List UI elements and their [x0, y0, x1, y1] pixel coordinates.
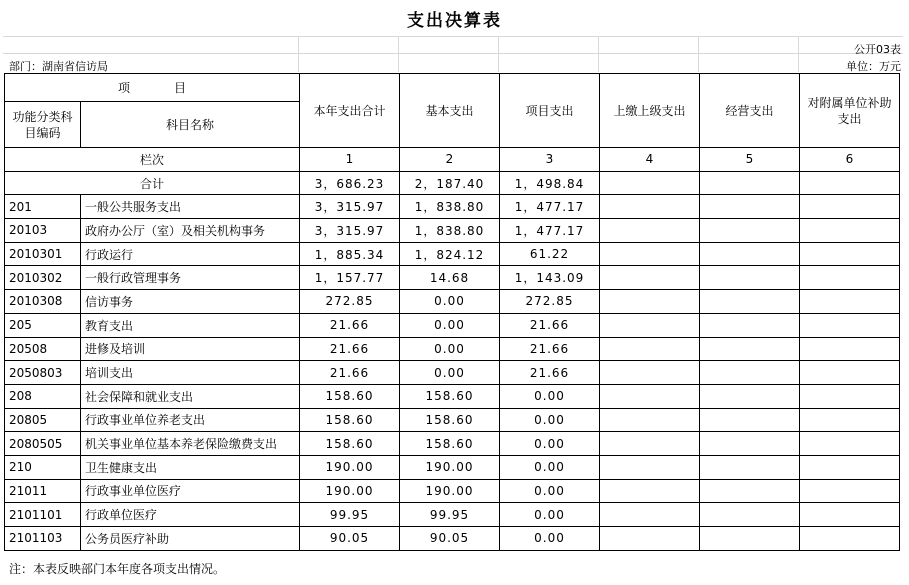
amount-cell: 1，477.17 — [500, 219, 600, 243]
total-value: 3，686.23 — [300, 171, 400, 195]
amount-cell: 158.60 — [400, 384, 500, 408]
amount-cell: 21.66 — [500, 313, 600, 337]
amount-cell — [600, 219, 700, 243]
amount-cell — [600, 266, 700, 290]
amount-cell: 0.00 — [500, 503, 600, 527]
subject-code: 2010302 — [5, 266, 81, 290]
amount-cell — [700, 242, 800, 266]
amount-cell: 0.00 — [500, 408, 600, 432]
subject-name: 一般公共服务支出 — [81, 195, 300, 219]
amount-cell — [600, 290, 700, 314]
total-row — [5, 171, 900, 195]
table-row — [5, 290, 900, 314]
amount-cell: 1，824.12 — [400, 242, 500, 266]
subject-code: 2010308 — [5, 290, 81, 314]
amount-cell — [800, 337, 900, 361]
subject-code: 20805 — [5, 408, 81, 432]
amount-cell — [800, 219, 900, 243]
subject-name: 信访事务 — [81, 290, 300, 314]
subject-name: 行政运行 — [81, 242, 300, 266]
amount-cell — [600, 479, 700, 503]
amount-cell: 21.66 — [300, 337, 400, 361]
table-row — [5, 408, 900, 432]
amount-cell — [800, 479, 900, 503]
amount-cell: 1，477.17 — [500, 195, 600, 219]
amount-cell — [800, 266, 900, 290]
amount-cell: 1，143.09 — [500, 266, 600, 290]
subject-code: 210 — [5, 455, 81, 479]
amount-cell — [600, 432, 700, 456]
amount-cell: 3，315.97 — [300, 195, 400, 219]
table-row — [5, 313, 900, 337]
subject-code: 21011 — [5, 479, 81, 503]
table-row — [5, 361, 900, 385]
table-row — [5, 432, 900, 456]
amount-cell — [800, 384, 900, 408]
department-label: 部门：湖南省信访局 — [9, 60, 108, 73]
amount-cell — [800, 432, 900, 456]
subject-code: 2080505 — [5, 432, 81, 456]
table-row — [5, 195, 900, 219]
amount-cell: 21.66 — [500, 337, 600, 361]
subject-name: 社会保障和就业支出 — [81, 384, 300, 408]
header-col-total: 本年支出合计 — [300, 74, 400, 148]
subject-code: 2101103 — [5, 527, 81, 551]
amount-cell: 158.60 — [400, 432, 500, 456]
total-value — [600, 171, 700, 195]
amount-cell: 158.60 — [300, 432, 400, 456]
amount-cell: 1，157.77 — [300, 266, 400, 290]
amount-cell — [600, 195, 700, 219]
expenditure-table — [4, 73, 900, 551]
amount-cell — [700, 503, 800, 527]
amount-cell — [700, 479, 800, 503]
amount-cell: 99.95 — [300, 503, 400, 527]
amount-cell — [700, 384, 800, 408]
subject-name: 进修及培训 — [81, 337, 300, 361]
subject-code: 201 — [5, 195, 81, 219]
total-value: 2，187.40 — [400, 171, 500, 195]
amount-cell — [600, 455, 700, 479]
amount-cell — [600, 337, 700, 361]
amount-cell: 3，315.97 — [300, 219, 400, 243]
amount-cell: 272.85 — [500, 290, 600, 314]
unit-label: 单位：万元 — [846, 60, 901, 73]
amount-cell — [800, 242, 900, 266]
amount-cell — [700, 527, 800, 551]
amount-cell: 0.00 — [400, 313, 500, 337]
col-number: 5 — [700, 148, 800, 172]
table-row — [5, 219, 900, 243]
amount-cell: 99.95 — [400, 503, 500, 527]
amount-cell — [600, 503, 700, 527]
col-number: 2 — [400, 148, 500, 172]
amount-cell: 158.60 — [300, 408, 400, 432]
amount-cell — [800, 408, 900, 432]
table-row — [5, 337, 900, 361]
table-row — [5, 479, 900, 503]
header-col-basic: 基本支出 — [400, 74, 500, 148]
amount-cell — [600, 242, 700, 266]
amount-cell — [700, 432, 800, 456]
subject-name: 一般行政管理事务 — [81, 266, 300, 290]
amount-cell — [700, 290, 800, 314]
amount-cell: 0.00 — [400, 361, 500, 385]
total-value — [800, 171, 900, 195]
amount-cell — [800, 503, 900, 527]
amount-cell: 21.66 — [300, 361, 400, 385]
amount-cell — [800, 527, 900, 551]
subject-code: 208 — [5, 384, 81, 408]
amount-cell — [800, 195, 900, 219]
page-title: 支出决算表 — [407, 11, 502, 31]
total-value — [700, 171, 800, 195]
header-project: 项 目 — [5, 74, 300, 102]
header-col-upper: 上缴上级支出 — [600, 74, 700, 148]
subject-code: 20103 — [5, 219, 81, 243]
amount-cell — [600, 408, 700, 432]
amount-cell — [800, 361, 900, 385]
header-func-code: 功能分类科目编码 — [5, 102, 81, 148]
amount-cell: 0.00 — [500, 455, 600, 479]
footnote: 注：本表反映部门本年度各项支出情况。 — [9, 562, 226, 576]
subject-name: 教育支出 — [81, 313, 300, 337]
header-subject-name: 科目名称 — [81, 102, 300, 148]
amount-cell — [700, 361, 800, 385]
subject-code: 20508 — [5, 337, 81, 361]
amount-cell: 21.66 — [500, 361, 600, 385]
amount-cell: 90.05 — [400, 527, 500, 551]
amount-cell — [600, 384, 700, 408]
amount-cell — [600, 527, 700, 551]
amount-cell — [700, 337, 800, 361]
table-code: 公开03表 — [854, 43, 901, 56]
amount-cell: 0.00 — [500, 479, 600, 503]
amount-cell: 190.00 — [300, 479, 400, 503]
col-number: 6 — [800, 148, 900, 172]
table-row — [5, 384, 900, 408]
subject-name: 行政事业单位医疗 — [81, 479, 300, 503]
amount-cell — [800, 313, 900, 337]
amount-cell — [700, 455, 800, 479]
amount-cell: 272.85 — [300, 290, 400, 314]
amount-cell — [700, 266, 800, 290]
amount-cell: 0.00 — [400, 337, 500, 361]
total-value: 1，498.84 — [500, 171, 600, 195]
amount-cell — [700, 195, 800, 219]
col-number: 1 — [300, 148, 400, 172]
subject-name: 行政单位医疗 — [81, 503, 300, 527]
header-col-subsidiary: 对附属单位补助支出 — [800, 74, 900, 148]
amount-cell: 14.68 — [400, 266, 500, 290]
total-label: 合计 — [5, 171, 300, 195]
amount-cell: 190.00 — [400, 479, 500, 503]
amount-cell: 158.60 — [300, 384, 400, 408]
amount-cell: 0.00 — [400, 290, 500, 314]
table-row — [5, 242, 900, 266]
amount-cell — [700, 313, 800, 337]
table-row — [5, 266, 900, 290]
header-col-operation: 经营支出 — [700, 74, 800, 148]
amount-cell — [800, 290, 900, 314]
subject-code: 2101101 — [5, 503, 81, 527]
col-number: 3 — [500, 148, 600, 172]
subject-code: 2050803 — [5, 361, 81, 385]
header-lanci: 栏次 — [5, 148, 300, 172]
amount-cell: 90.05 — [300, 527, 400, 551]
table-row — [5, 455, 900, 479]
subject-name: 机关事业单位基本养老保险缴费支出 — [81, 432, 300, 456]
amount-cell: 1，838.80 — [400, 195, 500, 219]
amount-cell: 190.00 — [400, 455, 500, 479]
amount-cell: 0.00 — [500, 384, 600, 408]
amount-cell: 158.60 — [400, 408, 500, 432]
amount-cell: 190.00 — [300, 455, 400, 479]
subject-name: 培训支出 — [81, 361, 300, 385]
amount-cell: 1，838.80 — [400, 219, 500, 243]
amount-cell — [700, 408, 800, 432]
amount-cell — [600, 313, 700, 337]
header-col-project: 项目支出 — [500, 74, 600, 148]
amount-cell: 0.00 — [500, 527, 600, 551]
table-row — [5, 527, 900, 551]
amount-cell — [800, 455, 900, 479]
subject-name: 公务员医疗补助 — [81, 527, 300, 551]
subject-code: 205 — [5, 313, 81, 337]
subject-code: 2010301 — [5, 242, 81, 266]
amount-cell: 1，885.34 — [300, 242, 400, 266]
sheet-gridlines — [3, 36, 903, 72]
amount-cell — [700, 219, 800, 243]
table-row — [5, 503, 900, 527]
subject-name: 政府办公厅（室）及相关机构事务 — [81, 219, 300, 243]
amount-cell — [600, 361, 700, 385]
subject-name: 行政事业单位养老支出 — [81, 408, 300, 432]
subject-name: 卫生健康支出 — [81, 455, 300, 479]
col-number: 4 — [600, 148, 700, 172]
amount-cell: 0.00 — [500, 432, 600, 456]
amount-cell: 21.66 — [300, 313, 400, 337]
amount-cell: 61.22 — [500, 242, 600, 266]
